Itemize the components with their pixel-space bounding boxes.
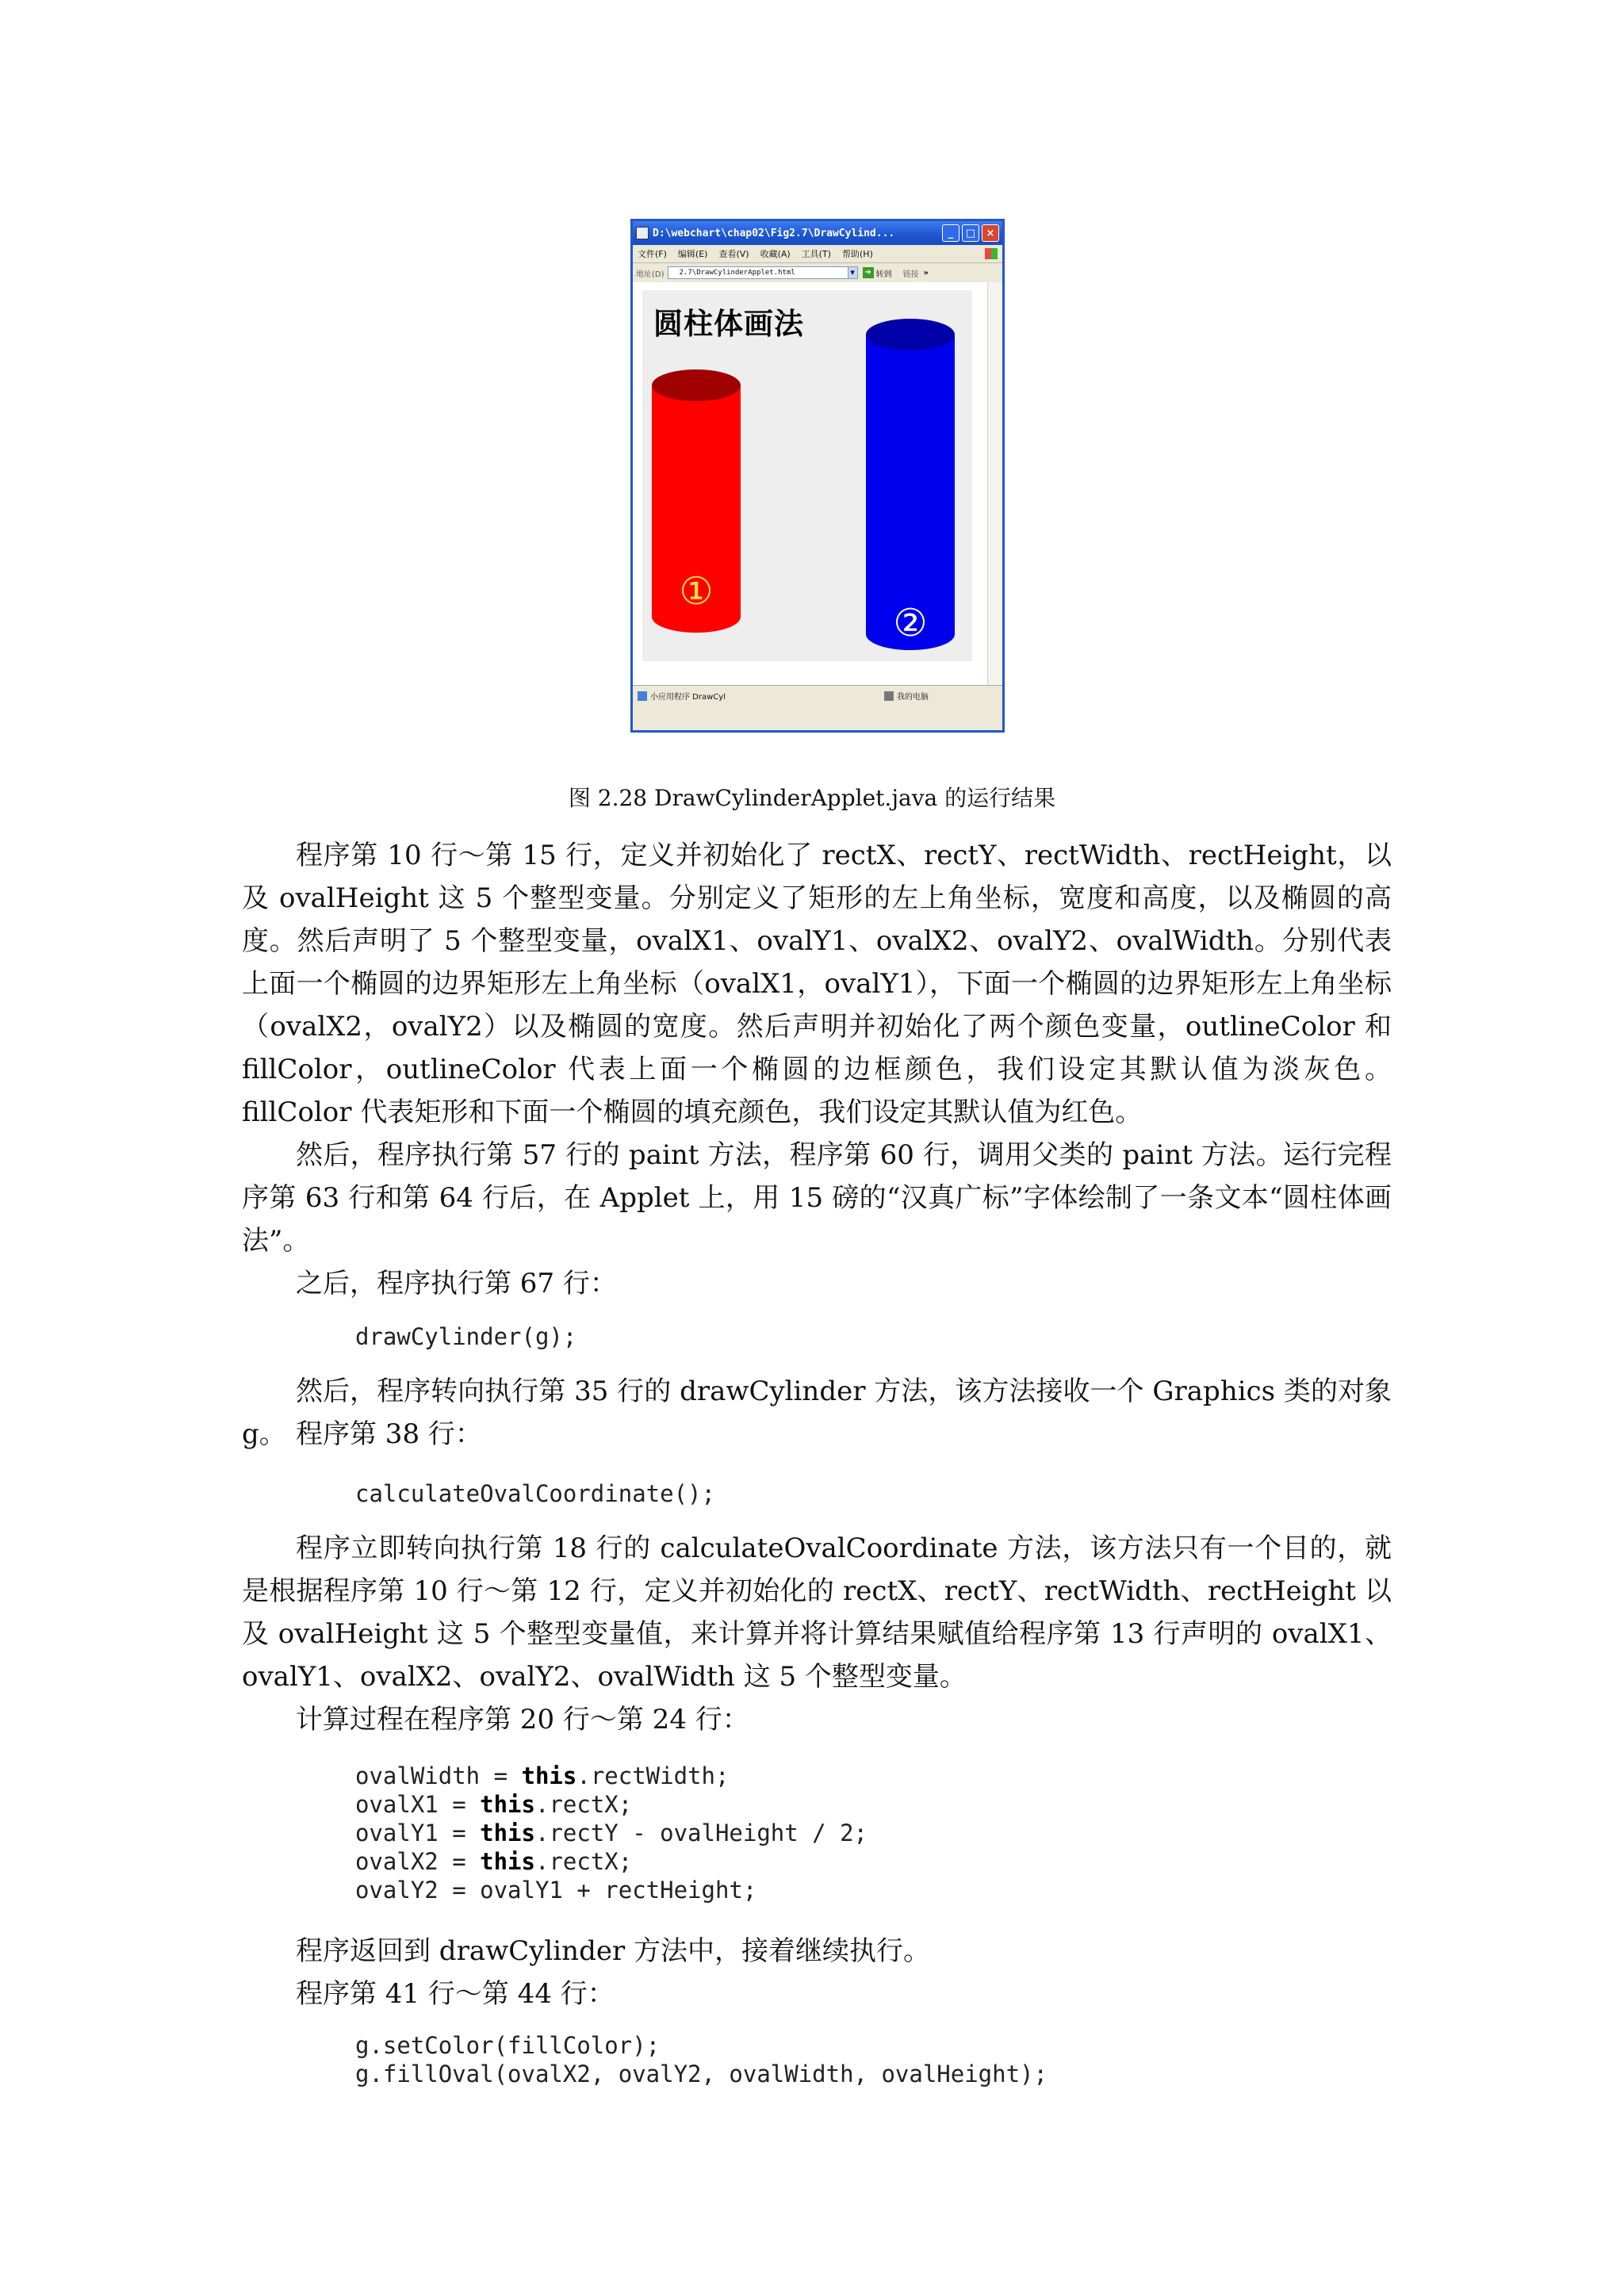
- menu-view[interactable]: 查看(V): [718, 249, 749, 259]
- paragraph-8: 程序返回到 drawCylinder 方法中，接着继续执行。: [296, 1935, 931, 1967]
- computer-icon: [884, 691, 894, 701]
- menu-bar: [633, 245, 1002, 263]
- links-label[interactable]: 链接: [902, 270, 919, 279]
- paragraph-5: 程序第 38 行：: [296, 1418, 482, 1450]
- minimize-button[interactable]: _: [942, 224, 959, 242]
- code-oval-assignments: [355, 1762, 868, 1904]
- cylinder-2-top: [866, 319, 955, 350]
- address-label: 地址(D): [636, 270, 665, 279]
- figure-caption: 图 2.28 DrawCylinderApplet.java 的运行结果: [568, 785, 1056, 811]
- paragraph-6: 程序立即转向执行第 18 行的 calculateOvalCoordinate 方法，该方法只有一个目的，就是根据程序第 10 行～第 12 行，定义并初始化的 rectX、rectY、rectWidth、rectHeight 以及 ovalHeight 这 5 个整型变量值，来计算并将计算结果赋值给程序第 13 行声明的 ovalX1、ovalY1、ovalX2、ovalY2、ovalWidth 这 5 个整型变量。: [242, 1533, 1392, 1693]
- paragraph-7: 计算过程在程序第 20 行～第 24 行：: [296, 1704, 749, 1735]
- code-calculate-oval: calculateOvalCoordinate();: [355, 1480, 715, 1507]
- code-line: ovalY2 = ovalY1 + rectHeight;: [355, 1877, 757, 1904]
- code-line: g.fillOval(ovalX2, ovalY2, ovalWidth, ovalHeight);: [355, 2061, 1048, 2087]
- status-left: 小应用程序 DrawCyl: [650, 693, 726, 702]
- code-fill-oval: [355, 2031, 1048, 2088]
- menu-help[interactable]: 帮助(H): [842, 249, 873, 259]
- address-dropdown-icon[interactable]: ▼: [848, 266, 858, 279]
- cylinder-2-body: [866, 335, 955, 634]
- code-line: ovalX1 = this.rectX;: [355, 1791, 633, 1818]
- code-line: ovalWidth = this.rectWidth;: [355, 1762, 730, 1789]
- ie-page-icon: [636, 227, 649, 239]
- cylinder-1-top: [652, 369, 741, 401]
- paragraph-1: 程序第 10 行～第 15 行，定义并初始化了 rectX、rectY、rectWidth、rectHeight，以及 ovalHeight 这 5 个整型变量。分别定义了矩形的左上角坐标，宽度和高度，以及椭圆的高度。然后声明了 5 个整型变量，ovalX1、ovalY1、ovalX2、ovalY2、ovalWidth。分别代表上面一个椭圆的边界矩形左上角坐标（ovalX1，ovalY1），下面一个椭圆的边界矩形左上角坐标（ovalX2，ovalY2）以及椭圆的宽度。然后声明并初始化了两个颜色变量，outlineColor 和 fillColor，outlineColor 代表上面一个椭圆的边框颜色，我们设定其默认值为淡灰色。fillColor 代表矩形和下面一个椭圆的填充颜色，我们设定其默认值为红色。: [242, 840, 1392, 1128]
- code-line: ovalY1 = this.rectY - ovalHeight / 2;: [355, 1820, 868, 1846]
- paragraph-3: 之后，程序执行第 67 行：: [296, 1268, 617, 1299]
- cylinders-drawing: [642, 290, 972, 661]
- status-bar: [633, 685, 1002, 706]
- applet-browser-window: [630, 219, 1005, 733]
- windows-logo-icon: [985, 248, 998, 259]
- menu-tools[interactable]: 工具(T): [801, 249, 831, 259]
- paragraph-4: 然后，程序转向执行第 35 行的 drawCylinder 方法，该方法接收一个 Graphics 类的对象 g。: [242, 1376, 1392, 1450]
- menu-favorites[interactable]: 收藏(A): [760, 249, 791, 259]
- status-right: 我的电脑: [896, 693, 929, 702]
- window-title: D:\webchart\chap02\Fig2.7\DrawCylind...: [653, 227, 895, 239]
- vertical-scrollbar[interactable]: [987, 282, 1002, 706]
- menu-file[interactable]: 文件(F): [638, 249, 667, 259]
- maximize-button[interactable]: □: [962, 224, 979, 242]
- cylinder-2-label: ②: [893, 601, 928, 645]
- cylinder-1: [652, 369, 741, 633]
- code-line: g.setColor(fillColor);: [355, 2032, 661, 2059]
- menu-edit[interactable]: 编辑(E): [677, 249, 708, 259]
- applet-status-icon: [638, 691, 647, 701]
- cylinder-1-label: ①: [679, 569, 714, 614]
- paragraph-9: 程序第 41 行～第 44 行：: [296, 1978, 615, 2010]
- close-button[interactable]: ×: [982, 224, 999, 242]
- address-input[interactable]: 2.7\DrawCylinderApplet.html: [668, 266, 848, 279]
- go-arrow-icon[interactable]: ➔: [863, 267, 874, 278]
- code-line: ovalX2 = this.rectX;: [355, 1848, 633, 1875]
- cylinder-2: [866, 319, 955, 650]
- window-titlebar: [633, 221, 1002, 245]
- code-draw-cylinder: drawCylinder(g);: [355, 1323, 577, 1350]
- browser-content-area: [633, 282, 1002, 706]
- applet-canvas: [642, 290, 972, 661]
- chevron-right-icon[interactable]: »: [923, 268, 929, 277]
- applet-title: 圆柱体画法: [653, 307, 804, 341]
- paragraph-2: 然后，程序执行第 57 行的 paint 方法，程序第 60 行，调用父类的 paint 方法。运行完程序第 63 行和第 64 行后，在 Applet 上，用 15 磅的“汉真广标”字体绘制了一条文本“圆柱体画法”。: [242, 1139, 1392, 1257]
- address-bar: [633, 263, 1002, 283]
- go-button[interactable]: 转到: [875, 270, 892, 279]
